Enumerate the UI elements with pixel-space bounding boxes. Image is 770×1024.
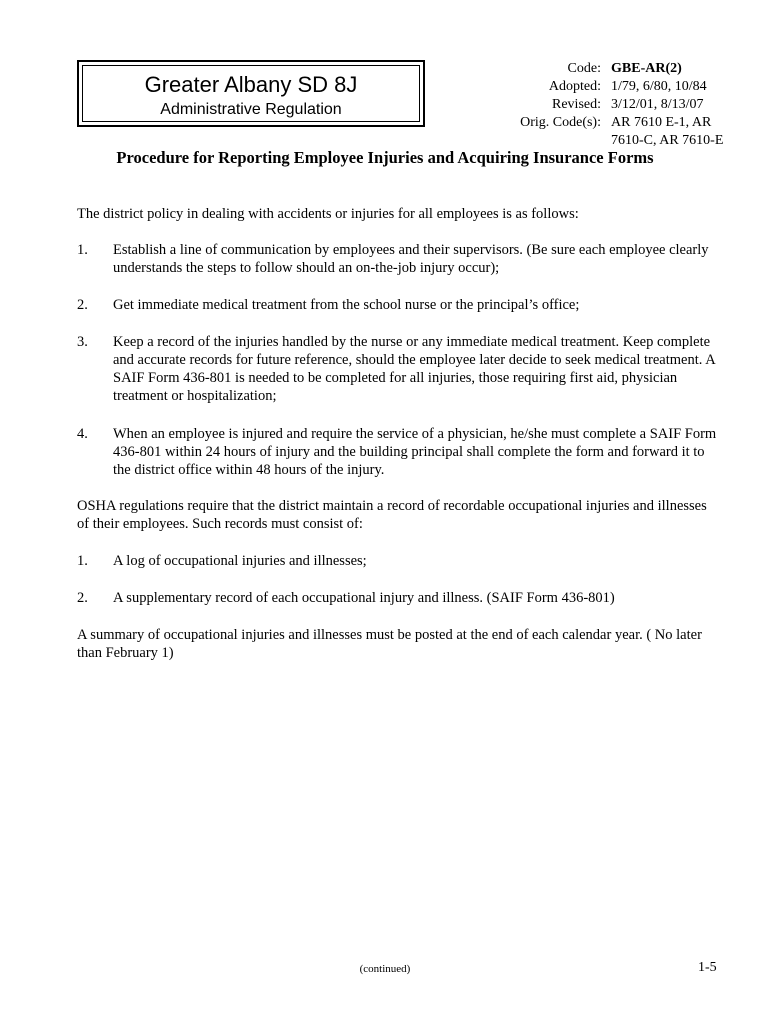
list-item-number: 4.: [77, 426, 88, 442]
list-item: [77, 425, 717, 479]
list-item-number: 1.: [77, 242, 88, 258]
meta-value-code: GBE-AR(2): [611, 61, 682, 76]
intro-paragraph: The district policy in dealing with accidents or injuries for all employees is as follows:: [77, 206, 579, 222]
list-item-number: 1.: [77, 553, 88, 569]
list-item: [77, 333, 717, 405]
summary-paragraph: A summary of occupational injuries and illnesses must be posted at the end of each calendar year. ( No later than February 1): [77, 627, 702, 661]
meta-value-revised: 3/12/01, 8/13/07: [611, 97, 704, 112]
list-item-number: 3.: [77, 334, 88, 350]
meta-row-adopted: [500, 78, 740, 96]
list-item-number: 2.: [77, 590, 88, 606]
header-box-inner: [82, 65, 420, 122]
meta-value-adopted: 1/79, 6/80, 10/84: [611, 79, 707, 94]
district-name: Greater Albany SD 8J: [144, 72, 358, 97]
list-item: [77, 552, 717, 570]
meta-row-orig-codes: [500, 114, 740, 132]
list-item-text: When an employee is injured and require the service of a physician, he/she must complete a SAIF Form 436-801 within 24 hours of injury and the building principal shall complete the form and forward it to the district office within 48 hours of the injury.: [113, 426, 717, 478]
list-item-text: Establish a line of communication by employees and their supervisors. (Be sure each employee clearly understands the steps to follow should an on-the-job injury occur);: [113, 242, 709, 276]
continued-label: (continued): [359, 963, 411, 975]
list-item-text: A log of occupational injuries and illnesses;: [113, 553, 367, 569]
meta-row-revised: [500, 96, 740, 114]
document-title: Procedure for Reporting Employee Injuries and Acquiring Insurance Forms: [116, 148, 654, 167]
page-number: 1-5: [698, 960, 717, 975]
meta-label: Orig. Code(s):: [520, 115, 601, 130]
meta-label: Code:: [567, 61, 601, 76]
list-item-number: 2.: [77, 297, 88, 313]
list-item-text: A supplementary record of each occupational injury and illness. (SAIF Form 436-801): [113, 590, 615, 606]
meta-label: Revised:: [552, 97, 601, 112]
meta-label: Adopted:: [548, 79, 601, 94]
header-box: [77, 60, 425, 127]
list-item: [77, 241, 717, 277]
meta-row-code: [500, 60, 740, 78]
regulation-type: Administrative Regulation: [160, 101, 342, 118]
meta-value-orig-codes: AR 7610 E-1, AR: [611, 115, 712, 130]
meta-value-orig-codes-cont: 7610-C, AR 7610-E: [611, 133, 724, 148]
osha-paragraph: OSHA regulations require that the district maintain a record of recordable occupational injuries and illnesses of their employees. Such records must consist of:: [77, 498, 707, 532]
list-item: [77, 296, 717, 314]
list-item: [77, 589, 717, 607]
list-item-text: Get immediate medical treatment from the school nurse or the principal’s office;: [113, 297, 580, 313]
meta-block: [500, 60, 740, 150]
list-item-text: Keep a record of the injuries handled by the nurse or any immediate medical treatment. Keep complete and accurate records for future reference, should the employee later decide to seek medical treatment. A SAIF Form 436-801 is needed to be completed for all injuries, those requiring first aid, physician treatment or hospitalization;: [113, 334, 715, 404]
